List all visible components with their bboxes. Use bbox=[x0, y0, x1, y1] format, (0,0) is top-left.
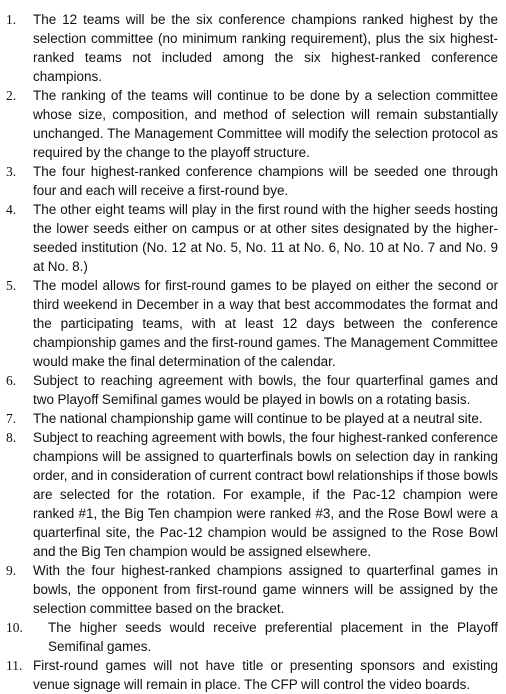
item-number: 6. bbox=[6, 373, 17, 388]
item-text: The higher seeds would receive preferential placement in the Playoff Semifinal games. bbox=[48, 620, 498, 654]
list-item bbox=[6, 162, 498, 200]
list-item bbox=[6, 200, 498, 276]
item-text: The model allows for first-round games to be played on either the second or third weekend in December in a way that best accommodates the format and the participating teams, with at least 12 days between the conference championship games and the first-round games. The Management Committee would make the final determination of the calendar. bbox=[33, 278, 498, 369]
item-number: 8. bbox=[6, 430, 17, 445]
list-item bbox=[6, 10, 498, 86]
list-item bbox=[6, 86, 498, 162]
list-item bbox=[6, 618, 498, 656]
item-number: 9. bbox=[6, 563, 17, 578]
item-number: 10. bbox=[6, 620, 23, 635]
item-text: With the four highest-ranked champions assigned to quarterfinal games in bowls, the opponent from first-round game winners will be assigned by the selection committee based on the bracket. bbox=[33, 563, 498, 616]
item-number: 5. bbox=[6, 278, 17, 293]
item-number: 11. bbox=[6, 658, 23, 673]
item-text: Subject to reaching agreement with bowls, the four quarterfinal games and two Playoff Semifinal games would be played in bowls on a rotating basis. bbox=[33, 373, 498, 407]
item-number: 3. bbox=[6, 164, 17, 179]
list-item bbox=[6, 656, 498, 694]
item-number: 7. bbox=[6, 411, 17, 426]
item-text: The national championship game will continue to be played at a neutral site. bbox=[33, 411, 483, 426]
item-text: The 12 teams will be the six conference champions ranked highest by the selection committee (no minimum ranking requirement), plus the six highest-ranked teams not included among the six highest-ranked conference champions. bbox=[33, 12, 498, 84]
item-number: 4. bbox=[6, 202, 17, 217]
list-item bbox=[6, 409, 498, 428]
list-item bbox=[6, 276, 498, 371]
numbered-list bbox=[6, 10, 498, 694]
item-text: The other eight teams will play in the first round with the higher seeds hosting the lower seeds either on campus or at other sites designated by the higher-seeded institution (No. 12 at No. 5, No. 11 at No. 6, No. 10 at No. 7 and No. 9 at No. 8.) bbox=[33, 202, 498, 274]
item-text: The ranking of the teams will continue to be done by a selection committee whose size, composition, and method of selection will remain substantially unchanged. The Management Committee will modify the selection protocol as required by the change to the playoff structure. bbox=[33, 88, 498, 160]
list-item bbox=[6, 428, 498, 561]
list-item bbox=[6, 561, 498, 618]
list-item bbox=[6, 371, 498, 409]
item-text: Subject to reaching agreement with bowls, the four highest-ranked conference champions will be assigned to quarterfinals bowls on selection day in ranking order, and in consideration of current contract bowl relationships if those bowls are selected for the rotation. For example, if the Pac-12 champion were ranked #1, the Big Ten champion were ranked #3, and the Rose Bowl were a quarterfinal site, the Pac-12 champion would be assigned to the Rose Bowl and the Big Ten champion would be assigned elsewhere. bbox=[33, 430, 498, 559]
item-text: The four highest-ranked conference champions will be seeded one through four and each will receive a first-round bye. bbox=[33, 164, 498, 198]
item-number: 2. bbox=[6, 88, 17, 103]
item-text: First-round games will not have title or presenting sponsors and existing venue signage will remain in place. The CFP will control the video boards. bbox=[33, 658, 498, 692]
item-number: 1. bbox=[6, 12, 17, 27]
